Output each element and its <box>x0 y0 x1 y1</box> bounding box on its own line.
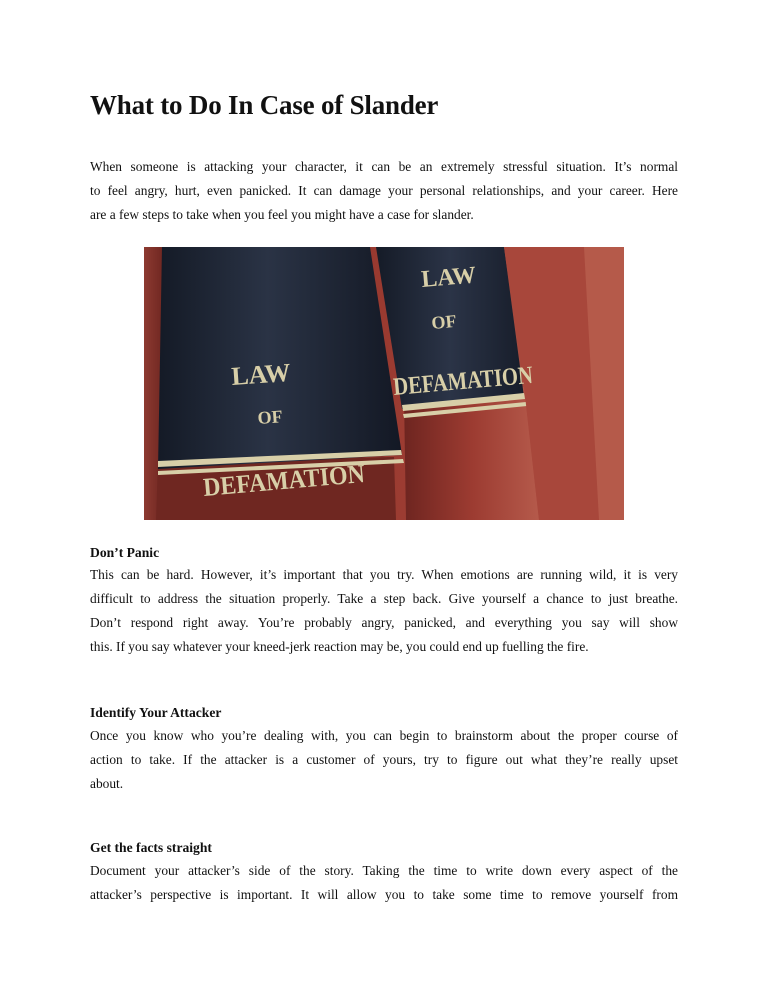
front-spine-line-3: DEFAMATION <box>201 457 381 502</box>
front-spine-line-2: OF <box>256 406 284 428</box>
intro-paragraph <box>90 155 678 227</box>
paragraph-line: attacker’s perspective is important. It will allow you to take some time to remove yourself from <box>90 887 678 902</box>
paragraph-line: Don’t respond right away. You’re probably angry, panicked, and everything you say will show <box>90 615 678 630</box>
back-spine-line-1: LAW <box>420 262 478 293</box>
paragraph-line: This can be hard. However, it’s important that you try. When emotions are running wild, it is very <box>90 567 678 582</box>
law-books-photo <box>144 247 624 520</box>
back-spine-line-2: OF <box>430 310 458 333</box>
back-spine-line-3: DEFAMATION <box>392 359 564 401</box>
page-title: What to Do In Case of Slander <box>90 90 439 120</box>
section-paragraph-dont-panic <box>90 563 678 659</box>
intro-line: to feel angry, hurt, even panicked. It can damage your personal relationships, and your career. Here <box>90 183 678 198</box>
section-heading-dont-panic: Don’t Panic <box>90 545 160 560</box>
paragraph-line: this. If you say whatever your kneed-jerk reaction may be, you could end up fuelling the fire. <box>90 639 589 654</box>
paragraph-line: Document your attacker’s side of the story. Taking the time to write down every aspect of the <box>90 863 678 878</box>
front-spine-line-1: LAW <box>230 357 292 391</box>
paragraph-line: difficult to address the situation properly. Take a step back. Give yourself a chance to just breathe. <box>90 591 678 606</box>
section-paragraph-facts <box>90 859 678 907</box>
paragraph-line: Once you know who you’re dealing with, you can begin to brainstorm about the proper course of <box>90 728 678 743</box>
intro-line: When someone is attacking your character, it can be an extremely stressful situation. It’s normal <box>90 159 678 174</box>
intro-line: are a few steps to take when you feel you might have a case for slander. <box>90 207 474 222</box>
paragraph-line: about. <box>90 776 124 791</box>
section-heading-identify-attacker: Identify Your Attacker <box>90 705 222 720</box>
paragraph-line: action to take. If the attacker is a customer of yours, try to figure out what they’re really upset <box>90 752 678 767</box>
section-paragraph-identify-attacker <box>90 724 678 796</box>
section-heading-facts: Get the facts straight <box>90 840 212 855</box>
